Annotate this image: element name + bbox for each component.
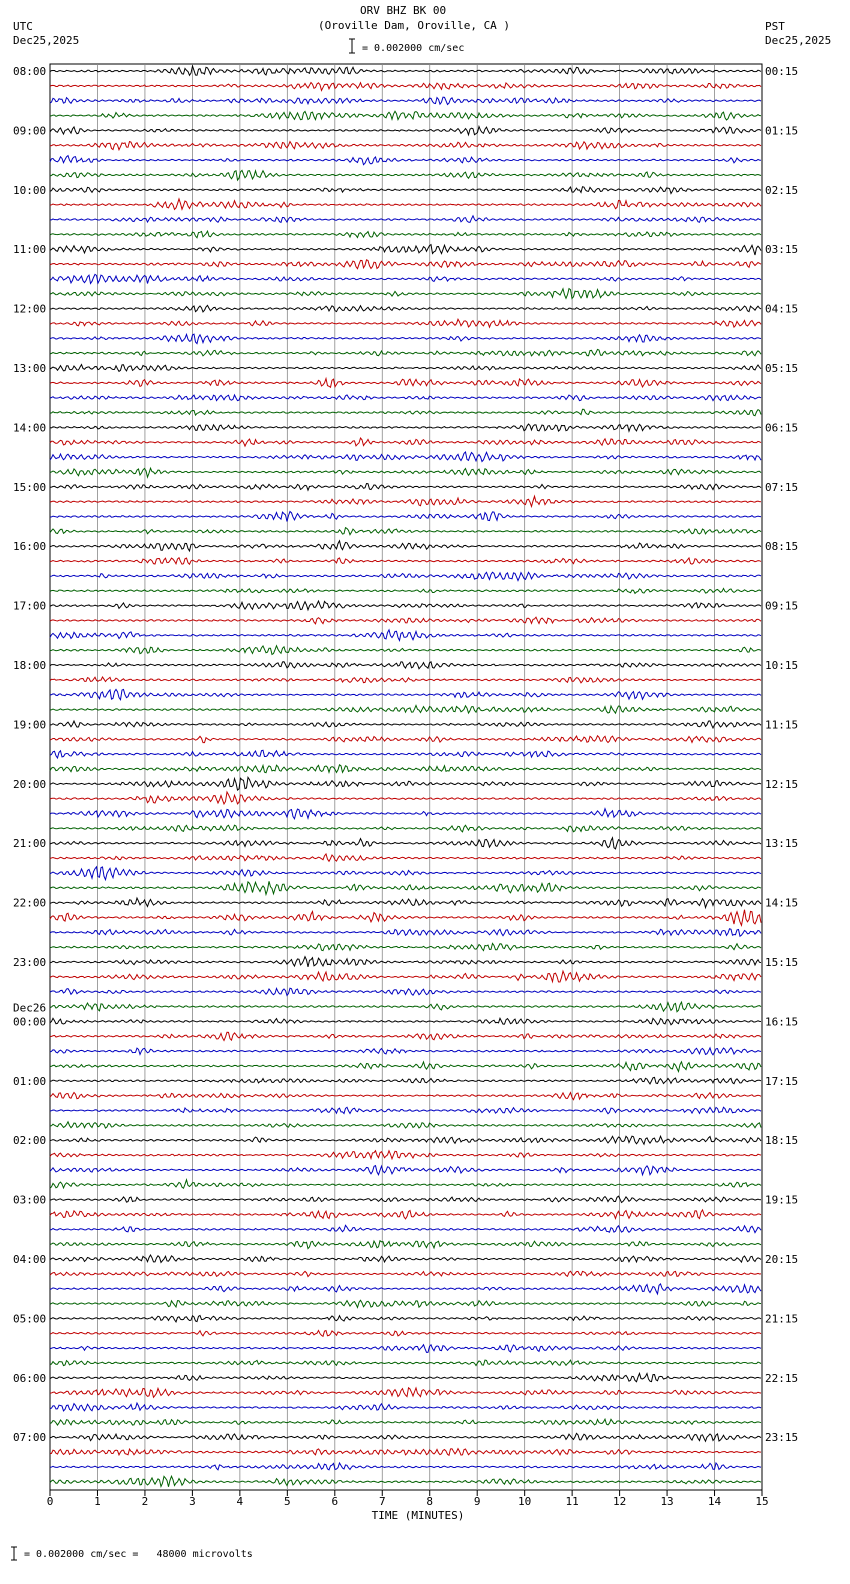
pst-time-label: 14:15 xyxy=(765,896,799,910)
pst-time-label: 09:15 xyxy=(765,599,799,613)
seismic-trace xyxy=(50,1077,761,1084)
pst-time-label: 11:15 xyxy=(765,718,799,732)
utc-hour-label: 17:00 xyxy=(13,599,47,613)
seismic-trace xyxy=(50,349,761,355)
utc-hour-label: 05:00 xyxy=(13,1312,47,1326)
pst-time-label: 17:15 xyxy=(765,1074,799,1088)
seismic-trace xyxy=(50,588,761,593)
x-tick-label: 15 xyxy=(755,1495,769,1508)
pst-time-label: 23:15 xyxy=(765,1431,799,1445)
seismic-trace xyxy=(50,867,761,880)
utc-hour-label: 21:00 xyxy=(13,837,47,851)
seismic-trace xyxy=(50,721,761,728)
seismic-trace xyxy=(50,943,761,950)
x-tick-label: 10 xyxy=(518,1495,532,1508)
seismic-trace xyxy=(50,1476,761,1486)
seismic-trace xyxy=(50,765,761,773)
seismic-trace xyxy=(50,736,761,743)
utc-hour-label: 08:00 xyxy=(13,65,47,78)
utc-hour-label: 10:00 xyxy=(13,183,47,197)
seismic-trace xyxy=(50,319,761,327)
utc-hour-label: 04:00 xyxy=(13,1253,47,1266)
seismic-trace xyxy=(50,1433,761,1441)
seismic-trace xyxy=(50,528,761,535)
seismic-trace xyxy=(50,809,761,819)
utc-hour-label: 13:00 xyxy=(13,362,47,375)
x-tick-label: 14 xyxy=(707,1495,722,1508)
x-tick-label: 5 xyxy=(284,1495,291,1508)
seismic-trace xyxy=(50,541,761,551)
seismic-trace xyxy=(50,289,761,299)
x-tick-label: 3 xyxy=(189,1495,196,1508)
utc-hour-label: 02:00 xyxy=(13,1134,47,1148)
seismic-trace xyxy=(50,630,761,641)
seismic-trace xyxy=(50,1300,761,1307)
x-axis-title: TIME (MINUTES) xyxy=(371,1509,465,1522)
seismic-trace xyxy=(50,1255,761,1262)
utc-hour-label: 14:00 xyxy=(13,421,47,435)
seismic-trace xyxy=(50,111,761,120)
utc-hour-label: 16:00 xyxy=(13,540,47,554)
seismic-trace xyxy=(50,838,761,849)
seismic-trace xyxy=(50,677,761,683)
x-tick-label: 4 xyxy=(236,1495,244,1508)
footer-scale-bar xyxy=(11,1547,17,1560)
pst-time-label: 01:15 xyxy=(765,124,799,138)
seismic-trace xyxy=(50,1315,761,1321)
seismic-trace xyxy=(50,1449,761,1456)
seismic-trace xyxy=(50,792,761,804)
station-location: (Oroville Dam, Oroville, CA ) xyxy=(318,19,511,32)
x-tick-label: 1 xyxy=(94,1495,101,1508)
pst-time-label: 18:15 xyxy=(765,1134,799,1148)
seismic-trace xyxy=(50,929,761,936)
seismic-trace xyxy=(50,1373,761,1381)
seismic-trace xyxy=(50,1330,761,1336)
seismic-trace xyxy=(50,971,761,982)
utc-hour-label: 18:00 xyxy=(13,659,47,672)
seismic-trace xyxy=(50,1018,761,1025)
seismic-trace xyxy=(50,558,761,565)
seismic-trace xyxy=(50,199,761,210)
seismic-trace xyxy=(50,881,761,894)
seismic-trace xyxy=(50,1463,761,1470)
seismic-trace xyxy=(50,854,761,861)
seismic-trace xyxy=(50,260,761,269)
utc-hour-label: 12:00 xyxy=(13,302,47,316)
seismic-trace xyxy=(50,1210,761,1219)
utc-hour-label: 09:00 xyxy=(13,124,47,138)
seismic-trace xyxy=(50,395,761,401)
seismic-trace xyxy=(50,646,761,655)
pst-time-label: 20:15 xyxy=(765,1253,799,1266)
scale-bar xyxy=(349,39,355,53)
x-tick-label: 9 xyxy=(473,1495,481,1508)
left-date: Dec25,2025 xyxy=(13,34,80,47)
seismic-trace xyxy=(50,1136,761,1144)
seismic-trace xyxy=(50,957,761,967)
seismic-trace xyxy=(50,379,761,388)
seismic-trace xyxy=(50,83,761,91)
seismic-trace xyxy=(50,1388,761,1397)
utc-hour-label: 00:00 xyxy=(13,1015,47,1029)
seismic-trace xyxy=(50,705,761,713)
right-timezone: PST xyxy=(765,20,785,33)
x-tick-label: 2 xyxy=(141,1495,149,1508)
pst-time-label: 03:15 xyxy=(765,243,799,257)
seismic-trace xyxy=(50,1048,761,1055)
pst-time-label: 08:15 xyxy=(765,540,799,554)
seismic-trace xyxy=(50,156,761,165)
seismic-trace xyxy=(50,1345,761,1353)
seismic-trace xyxy=(50,1166,761,1175)
seismic-trace xyxy=(50,1241,761,1249)
seismic-trace xyxy=(50,305,761,312)
seismic-trace xyxy=(50,127,761,135)
pst-time-label: 19:15 xyxy=(765,1193,799,1207)
utc-hour-label: 15:00 xyxy=(13,480,47,494)
seismic-trace xyxy=(50,825,761,832)
seismic-trace xyxy=(50,438,761,446)
pst-time-label: 07:15 xyxy=(765,480,799,494)
seismic-trace xyxy=(50,170,761,180)
seismic-trace xyxy=(50,274,761,283)
seismic-trace xyxy=(50,187,761,194)
seismic-trace xyxy=(50,1403,761,1411)
seismic-trace xyxy=(50,496,761,506)
utc-hour-label: 19:00 xyxy=(13,718,47,732)
seismic-trace xyxy=(50,572,761,580)
seismic-trace xyxy=(50,1092,761,1099)
seismic-trace xyxy=(50,1032,761,1040)
seismic-trace xyxy=(50,1360,761,1366)
utc-hour-label: 11:00 xyxy=(13,243,47,257)
seismic-trace xyxy=(50,689,761,699)
seismic-trace xyxy=(50,142,761,150)
pst-time-label: 15:15 xyxy=(765,956,799,969)
seismic-trace xyxy=(50,424,761,431)
right-date: Dec25,2025 xyxy=(765,34,832,47)
x-tick-label: 8 xyxy=(426,1495,434,1508)
utc-hour-label: 23:00 xyxy=(13,956,47,969)
utc-hour-label: 01:00 xyxy=(13,1074,47,1088)
x-tick-label: 13 xyxy=(660,1495,674,1508)
utc-date-label: Dec26 xyxy=(13,1001,47,1015)
seismic-trace xyxy=(50,1180,761,1188)
seismic-trace xyxy=(50,617,761,624)
seismic-trace xyxy=(50,97,761,104)
seismic-trace xyxy=(50,484,761,491)
seismic-trace xyxy=(50,66,761,75)
seismic-trace xyxy=(50,1271,761,1276)
seismic-trace xyxy=(50,1196,761,1202)
pst-time-label: 22:15 xyxy=(765,1371,799,1385)
seismic-trace xyxy=(50,910,761,926)
pst-time-label: 13:15 xyxy=(765,837,799,851)
seismic-trace xyxy=(50,1284,761,1294)
pst-time-label: 06:15 xyxy=(765,421,799,435)
utc-hour-label: 06:00 xyxy=(13,1371,47,1385)
seismic-trace xyxy=(50,468,761,477)
utc-hour-label: 22:00 xyxy=(13,896,47,910)
seismic-trace xyxy=(50,662,761,669)
pst-time-label: 10:15 xyxy=(765,659,799,672)
pst-time-label: 05:15 xyxy=(765,362,799,375)
station-title: ORV BHZ BK 00 xyxy=(360,4,447,17)
x-tick-label: 6 xyxy=(331,1495,339,1508)
seismic-trace xyxy=(50,777,761,790)
footer-scale-legend: = 0.002000 cm/sec = 48000 microvolts xyxy=(24,1549,253,1560)
seismic-trace xyxy=(50,1122,761,1128)
seismic-trace xyxy=(50,988,761,995)
pst-time-label: 21:15 xyxy=(765,1312,799,1326)
seismic-trace xyxy=(50,1062,761,1072)
seismic-trace xyxy=(50,334,761,343)
utc-hour-label: 03:00 xyxy=(13,1193,47,1207)
seismic-trace xyxy=(50,452,761,462)
seismic-trace xyxy=(50,245,761,255)
utc-hour-label: 20:00 xyxy=(13,777,47,791)
seismic-trace xyxy=(50,750,761,758)
x-tick-label: 11 xyxy=(565,1495,579,1508)
x-tick-label: 7 xyxy=(378,1495,386,1508)
seismic-trace xyxy=(50,1107,761,1114)
seismic-trace xyxy=(50,1225,761,1232)
seismic-trace xyxy=(50,365,761,372)
seismic-trace xyxy=(50,512,761,522)
seismic-trace xyxy=(50,216,761,223)
x-tick-label: 0 xyxy=(46,1495,54,1508)
seismic-trace xyxy=(50,1002,761,1012)
seismic-trace xyxy=(50,1151,761,1159)
pst-time-label: 12:15 xyxy=(765,777,799,791)
seismic-trace xyxy=(50,601,761,610)
pst-time-label: 00:15 xyxy=(765,65,799,78)
scale-legend: = 0.002000 cm/sec xyxy=(362,43,465,54)
x-tick-label: 12 xyxy=(612,1495,627,1508)
seismic-trace xyxy=(50,409,761,415)
pst-time-label: 04:15 xyxy=(765,302,799,316)
left-timezone: UTC xyxy=(13,20,33,33)
utc-hour-label: 07:00 xyxy=(13,1431,47,1445)
seismic-trace xyxy=(50,231,761,238)
pst-time-label: 02:15 xyxy=(765,183,799,197)
seismic-trace xyxy=(50,1419,761,1425)
seismic-trace xyxy=(50,898,761,908)
pst-time-label: 16:15 xyxy=(765,1015,799,1029)
